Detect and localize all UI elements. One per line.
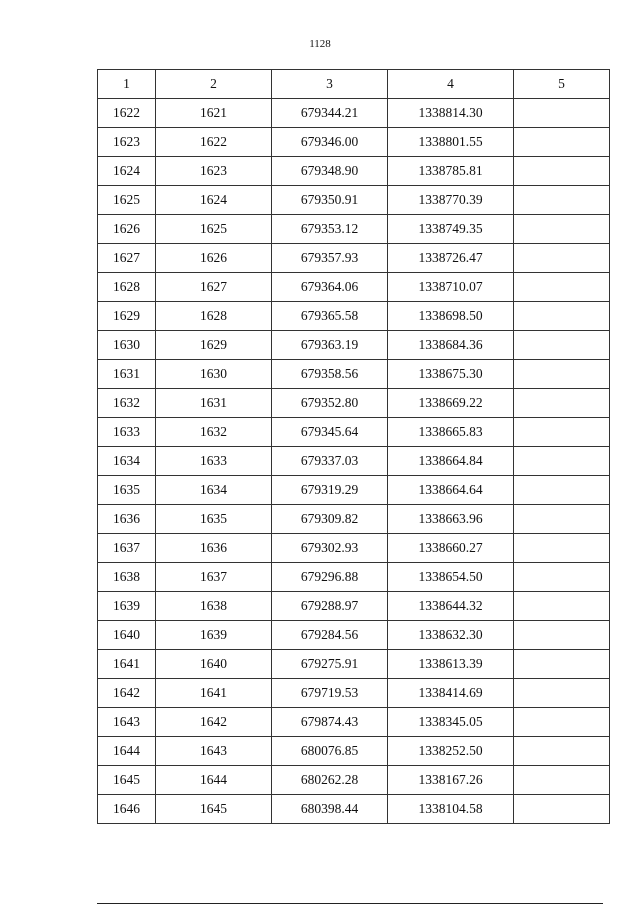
table-cell: 1635 (156, 505, 272, 534)
table-cell: 1338664.64 (388, 476, 514, 505)
table-cell: 1338414.69 (388, 679, 514, 708)
table-cell (514, 708, 610, 737)
table-cell: 1338660.27 (388, 534, 514, 563)
table-cell: 679357.93 (272, 244, 388, 273)
table-cell (514, 737, 610, 766)
table-cell: 1631 (98, 360, 156, 389)
table-cell: 1640 (98, 621, 156, 650)
table-cell: 1338644.32 (388, 592, 514, 621)
column-header: 1 (98, 70, 156, 99)
table-cell (514, 534, 610, 563)
table-row (98, 331, 610, 360)
table-cell (514, 563, 610, 592)
table-cell: 679365.58 (272, 302, 388, 331)
table-cell: 1640 (156, 650, 272, 679)
table-cell (514, 679, 610, 708)
table-cell: 1338814.30 (388, 99, 514, 128)
table-cell: 1643 (98, 708, 156, 737)
table-cell: 679352.80 (272, 389, 388, 418)
table-row (98, 766, 610, 795)
table-cell: 1633 (156, 447, 272, 476)
table-cell: 1639 (156, 621, 272, 650)
table-row (98, 476, 610, 505)
table-cell: 1644 (156, 766, 272, 795)
table-row (98, 650, 610, 679)
column-header: 2 (156, 70, 272, 99)
table-cell (514, 505, 610, 534)
table-cell: 679719.53 (272, 679, 388, 708)
column-header: 5 (514, 70, 610, 99)
table-cell (514, 128, 610, 157)
table-cell: 1634 (156, 476, 272, 505)
table-cell (514, 476, 610, 505)
table-row (98, 157, 610, 186)
table-cell: 1646 (98, 795, 156, 824)
table-cell: 1338664.84 (388, 447, 514, 476)
table-header-row (98, 70, 610, 99)
table-row (98, 360, 610, 389)
table-cell: 1622 (156, 128, 272, 157)
table-cell: 1338665.83 (388, 418, 514, 447)
table-cell: 679296.88 (272, 563, 388, 592)
table-cell: 679350.91 (272, 186, 388, 215)
table-cell: 679364.06 (272, 273, 388, 302)
table-cell (514, 215, 610, 244)
table-cell: 1624 (98, 157, 156, 186)
table-cell (514, 592, 610, 621)
table-cell (514, 621, 610, 650)
table-cell: 679302.93 (272, 534, 388, 563)
table-cell: 1338710.07 (388, 273, 514, 302)
table-cell (514, 795, 610, 824)
table-cell: 1625 (156, 215, 272, 244)
table-cell: 1621 (156, 99, 272, 128)
column-header: 4 (388, 70, 514, 99)
table-row (98, 592, 610, 621)
table-cell: 679337.03 (272, 447, 388, 476)
table-row (98, 708, 610, 737)
table-cell: 1624 (156, 186, 272, 215)
table-cell: 1632 (98, 389, 156, 418)
table-cell: 1642 (98, 679, 156, 708)
table-cell (514, 244, 610, 273)
table-row (98, 186, 610, 215)
table-cell: 1642 (156, 708, 272, 737)
table-row (98, 679, 610, 708)
table-cell: 1623 (98, 128, 156, 157)
table-cell: 1622 (98, 99, 156, 128)
table-row (98, 302, 610, 331)
table-body (98, 99, 610, 824)
table-cell: 1338684.36 (388, 331, 514, 360)
table-cell: 1338663.96 (388, 505, 514, 534)
table-cell (514, 331, 610, 360)
table-cell: 1628 (156, 302, 272, 331)
table-cell: 1633 (98, 418, 156, 447)
table-cell: 1338613.39 (388, 650, 514, 679)
table-cell: 680262.28 (272, 766, 388, 795)
table-cell (514, 273, 610, 302)
table-row (98, 505, 610, 534)
table-cell: 679309.82 (272, 505, 388, 534)
table-cell: 1634 (98, 447, 156, 476)
table-cell (514, 766, 610, 795)
table-cell: 1338675.30 (388, 360, 514, 389)
table-cell: 1638 (156, 592, 272, 621)
table-cell: 1338669.22 (388, 389, 514, 418)
table-cell: 1644 (98, 737, 156, 766)
table-cell (514, 389, 610, 418)
table-cell: 679288.97 (272, 592, 388, 621)
table-cell: 1338770.39 (388, 186, 514, 215)
table-cell: 1338726.47 (388, 244, 514, 273)
table-row (98, 215, 610, 244)
table-cell: 679348.90 (272, 157, 388, 186)
table-cell: 680398.44 (272, 795, 388, 824)
table-row (98, 563, 610, 592)
table-cell: 679353.12 (272, 215, 388, 244)
footer-rule (97, 903, 603, 904)
table-cell: 679358.56 (272, 360, 388, 389)
table-row (98, 447, 610, 476)
table-cell: 1338749.35 (388, 215, 514, 244)
table-cell: 1626 (98, 215, 156, 244)
table-row (98, 389, 610, 418)
table-cell: 1627 (98, 244, 156, 273)
table-cell: 1338345.05 (388, 708, 514, 737)
table-cell: 1338632.30 (388, 621, 514, 650)
table-cell (514, 447, 610, 476)
table-cell: 1338167.26 (388, 766, 514, 795)
table-row (98, 795, 610, 824)
table-cell: 1637 (156, 563, 272, 592)
table-row (98, 621, 610, 650)
table-cell: 1643 (156, 737, 272, 766)
table-row (98, 273, 610, 302)
table-cell: 1338104.58 (388, 795, 514, 824)
table-row (98, 737, 610, 766)
table-row (98, 99, 610, 128)
coordinates-table (97, 69, 610, 824)
table-cell: 679345.64 (272, 418, 388, 447)
table-row (98, 128, 610, 157)
table-cell: 1628 (98, 273, 156, 302)
table-cell: 679284.56 (272, 621, 388, 650)
table-cell (514, 418, 610, 447)
table-cell: 1641 (156, 679, 272, 708)
table-cell: 1638 (98, 563, 156, 592)
table-row (98, 244, 610, 273)
table-cell: 1338654.50 (388, 563, 514, 592)
table-cell: 679874.43 (272, 708, 388, 737)
table-cell: 1636 (156, 534, 272, 563)
table-cell: 1636 (98, 505, 156, 534)
table-cell (514, 157, 610, 186)
table-cell: 1630 (156, 360, 272, 389)
table-cell: 1626 (156, 244, 272, 273)
table-cell: 679344.21 (272, 99, 388, 128)
table-cell: 1338252.50 (388, 737, 514, 766)
table-cell (514, 360, 610, 389)
table-cell: 1630 (98, 331, 156, 360)
table-cell: 679319.29 (272, 476, 388, 505)
table-cell (514, 186, 610, 215)
table-cell: 1625 (98, 186, 156, 215)
table-cell: 1338801.55 (388, 128, 514, 157)
table-cell: 1645 (98, 766, 156, 795)
table-cell: 1631 (156, 389, 272, 418)
table-cell: 679275.91 (272, 650, 388, 679)
table-cell: 1338698.50 (388, 302, 514, 331)
table-cell (514, 650, 610, 679)
page-number: 1128 (309, 38, 331, 50)
table-cell: 1637 (98, 534, 156, 563)
table-row (98, 418, 610, 447)
table-cell (514, 99, 610, 128)
table-cell: 1635 (98, 476, 156, 505)
table-cell: 1629 (98, 302, 156, 331)
table-cell: 1632 (156, 418, 272, 447)
table-cell: 1623 (156, 157, 272, 186)
table-cell: 680076.85 (272, 737, 388, 766)
table-cell: 1627 (156, 273, 272, 302)
table-cell: 1645 (156, 795, 272, 824)
table-cell: 1639 (98, 592, 156, 621)
table-cell (514, 302, 610, 331)
table-cell: 679363.19 (272, 331, 388, 360)
table-cell: 1629 (156, 331, 272, 360)
table-cell: 679346.00 (272, 128, 388, 157)
table-cell: 1338785.81 (388, 157, 514, 186)
column-header: 3 (272, 70, 388, 99)
table-row (98, 534, 610, 563)
table-cell: 1641 (98, 650, 156, 679)
